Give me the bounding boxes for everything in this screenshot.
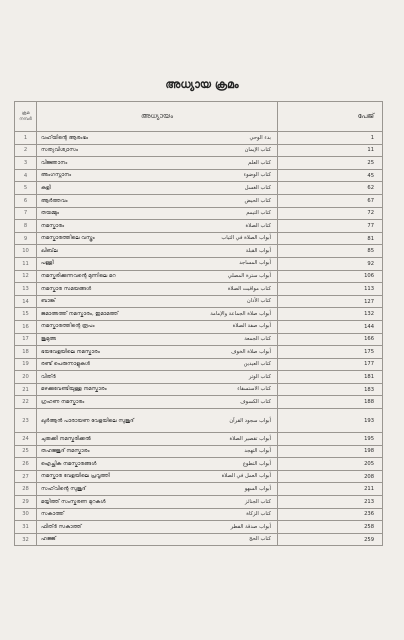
- row-chapter: [37, 470, 278, 483]
- row-chapter: [37, 257, 278, 270]
- row-chapter: [37, 483, 278, 496]
- table-row: [15, 232, 383, 245]
- row-chapter: [37, 496, 278, 509]
- chapter-title-malayalam: ഹജ്ജ്: [41, 536, 56, 543]
- row-page-number: 177: [278, 358, 383, 371]
- table-row: [15, 396, 383, 409]
- row-number: 21: [15, 383, 37, 396]
- row-number: 27: [15, 470, 37, 483]
- chapter-title-malayalam: നമസ്കാര സമയങ്ങൾ: [41, 285, 92, 292]
- chapter-title-malayalam: വിജ്ഞാനം: [41, 159, 68, 166]
- table-row: [15, 182, 383, 195]
- row-page-number: 92: [278, 257, 383, 270]
- row-number: 25: [15, 445, 37, 458]
- row-number: 29: [15, 496, 37, 509]
- chapter-title-malayalam: ഗ്രഹണ നമസ്കാരം: [41, 399, 85, 406]
- row-number: 32: [15, 533, 37, 546]
- row-number: 6: [15, 194, 37, 207]
- table-row: [15, 346, 383, 359]
- table-row: [15, 470, 383, 483]
- table-row: [15, 169, 383, 182]
- row-page-number: 45: [278, 169, 383, 182]
- chapter-title-malayalam: തഹജ്ജുദ് നമസ്കാരം: [41, 448, 90, 455]
- chapter-title-arabic: أبواب العمل في الصلاة: [221, 473, 271, 480]
- row-number: 10: [15, 245, 37, 258]
- chapter-title-malayalam: വഹ്‌യിന്റെ ആരംഭം: [41, 134, 88, 141]
- row-page-number: 132: [278, 308, 383, 321]
- chapter-title-arabic: أبواب السهو: [244, 485, 271, 492]
- row-page-number: 259: [278, 533, 383, 546]
- row-page-number: 211: [278, 483, 383, 496]
- row-page-number: 205: [278, 458, 383, 471]
- row-chapter: [37, 533, 278, 546]
- table-body: [15, 132, 383, 546]
- chapter-title-arabic: أبواب الصلاة في الثياب: [221, 235, 271, 242]
- table-row: [15, 270, 383, 283]
- row-page-number: 11: [278, 144, 383, 157]
- chapter-title-arabic: كتاب الغسل: [244, 184, 271, 191]
- table-row: [15, 483, 383, 496]
- row-number: 5: [15, 182, 37, 195]
- chapter-title-malayalam: വിത്ർ: [41, 373, 56, 380]
- table-row: [15, 207, 383, 220]
- chapter-title-arabic: كتاب الوضوء: [243, 172, 271, 179]
- table-row: [15, 295, 383, 308]
- chapter-title-malayalam: നമസ്കാരത്തിന്റെ രൂപം: [41, 323, 95, 330]
- table-row: [15, 371, 383, 384]
- table-row: [15, 220, 383, 233]
- chapter-title-arabic: أبواب سجود القرآن: [229, 417, 271, 424]
- header-page: പേജ്: [278, 102, 383, 132]
- row-number: 22: [15, 396, 37, 409]
- row-chapter: [37, 220, 278, 233]
- chapter-title-malayalam: സത്യവിശ്വാസം: [41, 147, 79, 154]
- row-page-number: 181: [278, 371, 383, 384]
- chapter-title-arabic: كتاب الوتر: [248, 373, 271, 380]
- row-page-number: 72: [278, 207, 383, 220]
- row-page-number: 81: [278, 232, 383, 245]
- row-number: 15: [15, 308, 37, 321]
- row-number: 14: [15, 295, 37, 308]
- row-number: 8: [15, 220, 37, 233]
- row-number: 16: [15, 320, 37, 333]
- table-row: [15, 157, 383, 170]
- chapter-title-arabic: كتاب الحج: [249, 536, 271, 543]
- chapter-title-malayalam: മയ്യിത്ത് സംസ്കരണ മുറകൾ: [41, 498, 106, 505]
- row-chapter: [37, 270, 278, 283]
- row-number: 9: [15, 232, 37, 245]
- row-page-number: 183: [278, 383, 383, 396]
- row-number: 24: [15, 433, 37, 446]
- table-row: [15, 283, 383, 296]
- row-page-number: 258: [278, 521, 383, 534]
- chapter-title-malayalam: ബാങ്ക്: [41, 298, 56, 305]
- chapter-title-arabic: أبواب صدقة الفطر: [230, 523, 271, 530]
- row-chapter: [37, 182, 278, 195]
- row-number: 28: [15, 483, 37, 496]
- chapter-title-malayalam: പള്ളി: [41, 260, 54, 267]
- row-chapter: [37, 433, 278, 446]
- table-row: [15, 257, 383, 270]
- row-chapter: [37, 358, 278, 371]
- page-title: അധ്യായ ക്രമം: [165, 78, 239, 91]
- row-page-number: 236: [278, 508, 383, 521]
- row-number: 11: [15, 257, 37, 270]
- chapter-title-malayalam: നമസ്കാരം: [41, 222, 65, 229]
- table-row: [15, 433, 383, 446]
- chapter-title-malayalam: സകാത്ത്: [41, 511, 65, 518]
- row-page-number: 62: [278, 182, 383, 195]
- chapter-title-arabic: كتاب الصلاة: [245, 222, 271, 229]
- row-page-number: 67: [278, 194, 383, 207]
- chapter-title-malayalam: ഖുർആൻ പാരായണ വേളയിലെ സുജൂദ്: [41, 417, 134, 424]
- row-number: 7: [15, 207, 37, 220]
- chapter-title-arabic: أبواب سترة المصلي: [227, 273, 271, 280]
- row-page-number: 25: [278, 157, 383, 170]
- row-page-number: 193: [278, 409, 383, 433]
- row-chapter: [37, 371, 278, 384]
- row-number: 26: [15, 458, 37, 471]
- chapter-title-malayalam: തയമ്മും: [41, 210, 60, 217]
- chapter-title-arabic: كتاب الجمعة: [244, 336, 271, 343]
- row-number: 1: [15, 132, 37, 145]
- table-row: [15, 496, 383, 509]
- row-chapter: [37, 295, 278, 308]
- row-number: 3: [15, 157, 37, 170]
- chapter-title-arabic: كتاب الجنائز: [245, 498, 271, 505]
- row-number: 4: [15, 169, 37, 182]
- chapter-title-malayalam: മഴക്കുവേണ്ടിയുള്ള നമസ്കാരം: [41, 386, 107, 393]
- row-chapter: [37, 445, 278, 458]
- chapter-title-arabic: أبواب التطوع: [242, 460, 271, 467]
- chapter-title-arabic: أبواب القبلة: [245, 247, 271, 254]
- row-chapter: [37, 132, 278, 145]
- chapter-title-malayalam: ഖിബ്‌ല: [41, 247, 58, 254]
- table-row: [15, 320, 383, 333]
- table-row: [15, 409, 383, 433]
- chapter-title-malayalam: സഹ്‌വിന്റെ സുജൂദ്: [41, 485, 86, 492]
- chapter-title-arabic: أبواب المساجد: [239, 260, 271, 267]
- chapter-title-arabic: كتاب التيمم: [246, 210, 271, 217]
- chapter-title-malayalam: ഐച്ഛിക നമസ്കാരങ്ങൾ: [41, 460, 97, 467]
- chapter-title-malayalam: ഭയവേളയിലെ നമസ്കാരം: [41, 348, 100, 355]
- chapter-title-arabic: كتاب الحيض: [244, 197, 271, 204]
- table-row: [15, 458, 383, 471]
- row-page-number: 195: [278, 433, 383, 446]
- row-page-number: 1: [278, 132, 383, 145]
- table-row: [15, 132, 383, 145]
- header-chapter: അധ്യായം: [37, 102, 278, 132]
- chapter-title-malayalam: കുളി: [41, 184, 51, 191]
- table-row: [15, 445, 383, 458]
- chapter-title-arabic: كتاب العيدين: [243, 361, 271, 368]
- row-number: 2: [15, 144, 37, 157]
- row-page-number: 166: [278, 333, 383, 346]
- table-row: [15, 194, 383, 207]
- chapter-title-arabic: أبواب تقصير الصلاة: [229, 435, 271, 442]
- table-row: [15, 144, 383, 157]
- row-chapter: [37, 194, 278, 207]
- row-chapter: [37, 320, 278, 333]
- chapter-title-malayalam: ചുരുക്കി നമസ്കരിക്കൽ: [41, 435, 91, 442]
- row-chapter: [37, 207, 278, 220]
- chapter-title-malayalam: ആർത്തവം: [41, 197, 68, 204]
- row-page-number: 77: [278, 220, 383, 233]
- row-number: 13: [15, 283, 37, 296]
- row-page-number: 144: [278, 320, 383, 333]
- table-row: [15, 521, 383, 534]
- chapter-title-malayalam: അംഗസ്നാനം: [41, 172, 72, 179]
- row-chapter: [37, 157, 278, 170]
- table-row: [15, 245, 383, 258]
- row-chapter: [37, 409, 278, 433]
- row-chapter: [37, 458, 278, 471]
- table-row: [15, 383, 383, 396]
- table-of-contents: [14, 101, 383, 546]
- row-chapter: [37, 396, 278, 409]
- row-chapter: [37, 508, 278, 521]
- chapter-title-malayalam: നമസ്കാരത്തിലെ വസ്ത്രം: [41, 235, 95, 242]
- row-page-number: 175: [278, 346, 383, 359]
- row-page-number: 198: [278, 445, 383, 458]
- chapter-title-arabic: أبواب صفة الصلاة: [232, 323, 271, 330]
- row-number: 18: [15, 346, 37, 359]
- row-chapter: [37, 308, 278, 321]
- row-chapter: [37, 333, 278, 346]
- chapter-title-arabic: كتاب الكسوف: [240, 399, 271, 406]
- row-number: 30: [15, 508, 37, 521]
- row-number: 31: [15, 521, 37, 534]
- row-page-number: 208: [278, 470, 383, 483]
- chapter-title-malayalam: ജമാഅത്ത് നമസ്കാരം, ഇമാമത്ത്: [41, 310, 119, 317]
- chapter-title-arabic: أبواب صلاة الخوف: [231, 348, 271, 355]
- row-chapter: [37, 283, 278, 296]
- row-page-number: 213: [278, 496, 383, 509]
- row-page-number: 85: [278, 245, 383, 258]
- row-chapter: [37, 245, 278, 258]
- chapter-title-arabic: كتاب مواقيت الصلاة: [227, 285, 271, 292]
- row-page-number: 127: [278, 295, 383, 308]
- chapter-title-arabic: أبواب التهجد: [244, 448, 271, 455]
- row-number: 17: [15, 333, 37, 346]
- chapter-title-arabic: كتاب العلم: [248, 159, 271, 166]
- chapter-title-malayalam: നമസ്കാര വേളയിലെ പ്രവൃത്തി: [41, 473, 110, 480]
- table-row: [15, 358, 383, 371]
- row-number: 23: [15, 409, 37, 433]
- row-chapter: [37, 383, 278, 396]
- table-header-row: [15, 102, 383, 132]
- chapter-title-arabic: بدء الوحي: [249, 134, 271, 141]
- row-chapter: [37, 144, 278, 157]
- table-row: [15, 333, 383, 346]
- row-page-number: 113: [278, 283, 383, 296]
- row-number: 19: [15, 358, 37, 371]
- row-number: 20: [15, 371, 37, 384]
- table-row: [15, 533, 383, 546]
- row-chapter: [37, 232, 278, 245]
- chapter-title-malayalam: ഫിത്ർ സകാത്ത്: [41, 523, 82, 530]
- chapter-title-arabic: كتاب الإيمان: [244, 147, 271, 154]
- header-number: ക്രമ നമ്പർ: [15, 102, 37, 132]
- chapter-title-malayalam: രണ്ട് പെരുന്നാളുകൾ: [41, 361, 91, 368]
- table-row: [15, 308, 383, 321]
- row-chapter: [37, 169, 278, 182]
- row-page-number: 188: [278, 396, 383, 409]
- chapter-title-arabic: كتاب الأذان: [246, 298, 271, 305]
- row-chapter: [37, 521, 278, 534]
- table-row: [15, 508, 383, 521]
- chapter-title-arabic: كتاب الاستسقاء: [237, 386, 271, 393]
- chapter-title-malayalam: നമസ്കരിക്കുന്നവന്റെ മുന്നിലെ മറ: [41, 273, 116, 280]
- row-number: 12: [15, 270, 37, 283]
- chapter-title-arabic: كتاب الزكاة: [246, 511, 271, 518]
- chapter-title-malayalam: ജുമുഅ: [41, 336, 57, 343]
- row-chapter: [37, 346, 278, 359]
- chapter-title-arabic: أبواب صلاة الجماعة والإمامة: [210, 310, 271, 317]
- row-page-number: 106: [278, 270, 383, 283]
